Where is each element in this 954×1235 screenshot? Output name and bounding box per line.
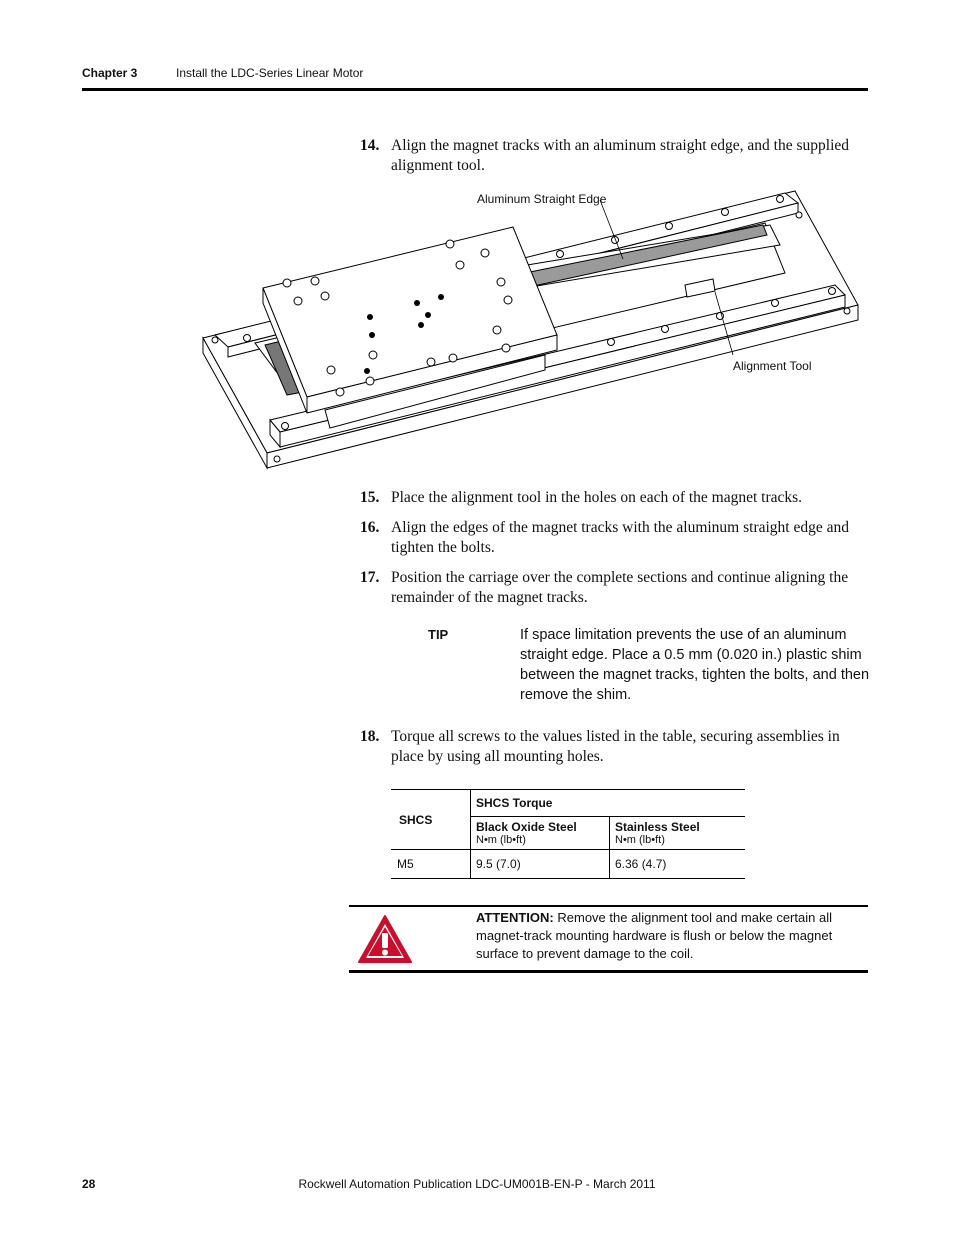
tip-text: If space limitation prevents the use of an aluminum straight edge. Place a 0.5 mm (0.020 in.) plastic shim between the magnet tracks, tighten the bolts, and then remove the shim. xyxy=(520,627,870,703)
step-18 xyxy=(360,727,870,767)
alignment-tool-label: Alignment Tool xyxy=(733,359,812,373)
attention-text: Remove the alignment tool and make certain all magnet-track mounting hardware is flush or below the magnet surface to prevent damage to the coil. xyxy=(476,910,833,961)
header-rule xyxy=(82,88,868,91)
step-17 xyxy=(360,568,870,608)
step-14 xyxy=(360,136,870,176)
col-unit: N•m (lb•ft) xyxy=(476,834,526,846)
table-header-shcs: SHCS xyxy=(391,790,471,850)
step-text: Place the alignment tool in the holes on each of the magnet tracks. xyxy=(391,489,803,506)
step-16 xyxy=(360,518,870,558)
table-header-stainless xyxy=(610,817,746,850)
step-number: 14. xyxy=(360,137,380,154)
step-text: Torque all screws to the values listed in the table, securing assemblies in place by using all mounting holes. xyxy=(391,728,840,765)
page-number: 28 xyxy=(82,1177,96,1191)
step-text: Position the carriage over the complete sections and continue aligning the remainder of the magnet tracks. xyxy=(391,569,849,606)
col-name: Stainless Steel xyxy=(615,820,700,834)
step-number: 16. xyxy=(360,519,380,536)
attention-top-rule xyxy=(349,905,868,907)
step-number: 17. xyxy=(360,569,380,586)
table-row xyxy=(391,850,745,879)
step-15 xyxy=(360,488,870,508)
attention-text-block xyxy=(476,909,846,963)
cell-black-oxide: 9.5 (7.0) xyxy=(471,850,610,879)
torque-table xyxy=(391,789,745,879)
step-text: Align the edges of the magnet tracks with the aluminum straight edge and tighten the bolts. xyxy=(391,519,849,556)
publication-info: Rockwell Automation Publication LDC-UM001B-EN-P - March 2011 xyxy=(298,1177,656,1191)
page-header xyxy=(82,66,364,80)
chapter-title: Install the LDC-Series Linear Motor xyxy=(176,66,364,80)
col-name: Black Oxide Steel xyxy=(476,820,577,834)
table-header-black-oxide xyxy=(471,817,610,850)
warning-triangle-icon xyxy=(356,913,414,965)
attention-label: ATTENTION: xyxy=(476,910,554,925)
col-unit: N•m (lb•ft) xyxy=(615,834,665,846)
straight-edge-label: Aluminum Straight Edge xyxy=(477,192,607,206)
step-number: 18. xyxy=(360,728,380,745)
table-header-torque: SHCS Torque xyxy=(471,790,746,817)
step-number: 15. xyxy=(360,489,380,506)
magnet-track-alignment-figure xyxy=(195,185,870,475)
chapter-label: Chapter 3 xyxy=(82,66,138,80)
step-text: Align the magnet tracks with an aluminum straight edge, and the supplied alignment tool. xyxy=(391,137,850,174)
cell-stainless: 6.36 (4.7) xyxy=(610,850,746,879)
cell-size: M5 xyxy=(391,850,471,879)
tip-label: TIP xyxy=(428,627,449,642)
attention-bottom-rule xyxy=(349,970,868,973)
